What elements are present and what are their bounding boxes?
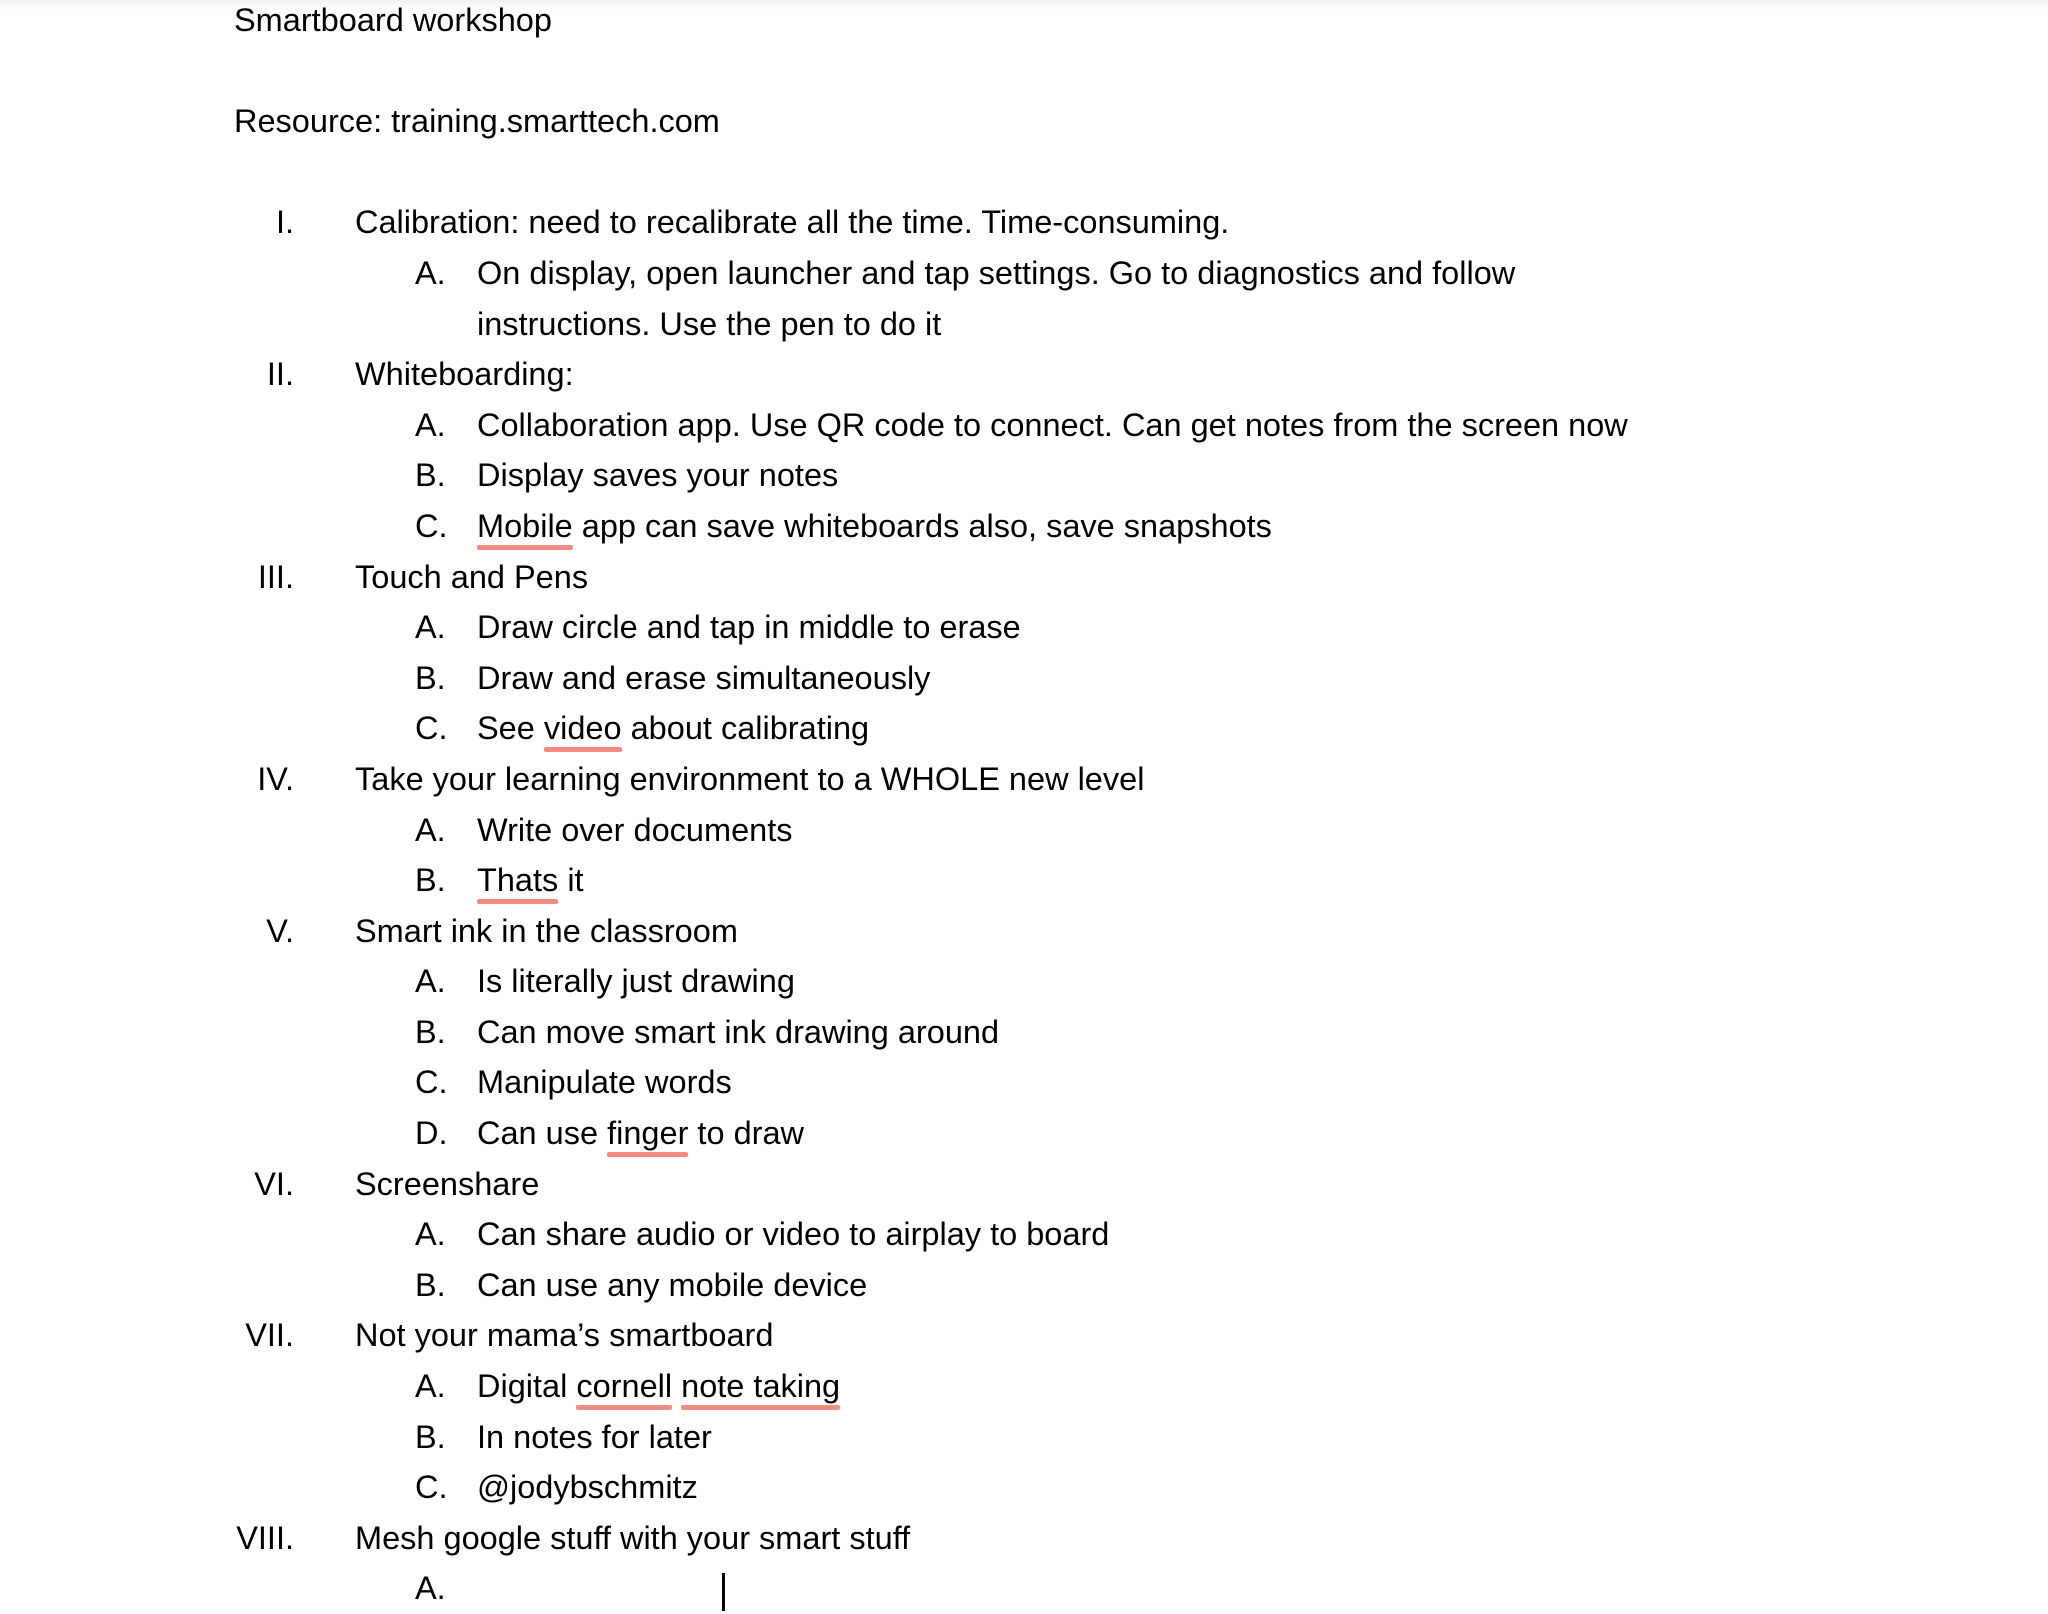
outline-subitem-text — [477, 501, 1272, 552]
resource-line: Resource: training.smarttech.com — [234, 103, 720, 140]
roman-numeral: V. — [266, 912, 294, 949]
text-segment — [672, 1368, 681, 1404]
outline-subitem — [0, 1057, 2048, 1108]
misspelled-word[interactable]: cornell — [576, 1361, 672, 1412]
outline-item — [0, 1310, 2048, 1361]
text-segment: about calibrating — [621, 710, 870, 747]
text-segment: Can use — [477, 1115, 608, 1152]
sub-letter: A. — [415, 1216, 446, 1253]
roman-numeral: II. — [266, 356, 294, 393]
roman-numeral: VI. — [254, 1165, 294, 1202]
sub-letter: C. — [415, 1469, 448, 1506]
outline-list — [0, 197, 2048, 1614]
outline-subitem-text: Write over documents — [477, 811, 793, 848]
roman-numeral: I. — [275, 204, 294, 241]
outline-subitem — [0, 1361, 2048, 1412]
outline-subitem — [0, 805, 2048, 856]
outline-item-text: Mesh google stuff with your smart stuff — [355, 1519, 911, 1556]
outline-subitem-text: Collaboration app. Use QR code to connect. Can get notes from the screen now — [477, 406, 1628, 443]
roman-numeral: III. — [257, 558, 294, 595]
misspelled-word[interactable]: Mobile — [477, 501, 573, 552]
sub-letter: C. — [415, 710, 448, 747]
sub-letter: A. — [415, 1368, 446, 1405]
outline-item — [0, 552, 2048, 603]
outline-subitem-text: Can move smart ink drawing around — [477, 1013, 1000, 1050]
outline-item — [0, 1513, 2048, 1564]
sub-letter: A. — [415, 254, 446, 291]
outline-subitem — [0, 703, 2048, 754]
blank-line — [0, 147, 2048, 198]
outline-item — [0, 906, 2048, 957]
outline-subitem — [0, 1412, 2048, 1463]
sub-letter: B. — [415, 1418, 446, 1455]
roman-numeral: VII. — [245, 1317, 294, 1354]
outline-subitem-text: Can use any mobile device — [477, 1266, 868, 1303]
outline-item-text: Calibration: need to recalibrate all the time. Time-consuming. — [355, 204, 1230, 241]
sub-letter: B. — [415, 457, 446, 494]
outline-subitem-text — [477, 1108, 804, 1159]
text-segment: app can save whiteboards also, save snapshots — [572, 507, 1272, 544]
outline-item-text: Whiteboarding: — [355, 356, 574, 393]
sub-letter: C. — [415, 507, 448, 544]
outline-subitem — [0, 1563, 2048, 1614]
misspelled-word[interactable]: Thats — [477, 855, 558, 906]
outline-subitem — [0, 400, 2048, 451]
outline-subitem-text: Manipulate words — [477, 1064, 732, 1101]
roman-numeral: VIII. — [236, 1519, 294, 1556]
sub-letter: B. — [415, 1013, 446, 1050]
misspelled-word[interactable]: note taking — [681, 1361, 840, 1412]
outline-subitem — [0, 602, 2048, 653]
misspelled-word[interactable]: video — [544, 703, 622, 754]
outline-subitem-text: @jodybschmitz — [477, 1469, 698, 1506]
outline-subitem — [0, 1462, 2048, 1513]
outline-subitem — [0, 299, 2048, 350]
sub-letter: A. — [415, 609, 446, 646]
outline-subitem — [0, 1260, 2048, 1311]
outline-subitem — [0, 248, 2048, 299]
outline-subitem-text: instructions. Use the pen to do it — [477, 305, 942, 342]
outline-subitem — [0, 1108, 2048, 1159]
sub-letter: B. — [415, 1266, 446, 1303]
outline-item — [0, 197, 2048, 248]
outline-item-text: Smart ink in the classroom — [355, 912, 738, 949]
outline-subitem-text — [477, 703, 869, 754]
text-cursor — [722, 1573, 725, 1611]
outline-subitem-text: Is literally just drawing — [477, 963, 795, 1000]
outline-subitem-text: In notes for later — [477, 1418, 712, 1455]
outline-subitem — [0, 501, 2048, 552]
outline-subitem-text — [477, 855, 584, 906]
outline-subitem — [0, 450, 2048, 501]
outline-item-text: Take your learning environment to a WHOLE new level — [355, 760, 1145, 797]
text-segment: it — [558, 862, 584, 899]
outline-item — [0, 754, 2048, 805]
outline-subitem-text: On display, open launcher and tap settings. Go to diagnostics and follow — [477, 254, 1516, 291]
text-segment: See — [477, 710, 544, 747]
sub-letter: A. — [415, 811, 446, 848]
outline-subitem — [0, 653, 2048, 704]
sub-letter: D. — [415, 1115, 448, 1152]
outline-subitem — [0, 1209, 2048, 1260]
roman-numeral: IV. — [257, 760, 294, 797]
outline-item — [0, 1159, 2048, 1210]
document-title: Smartboard workshop — [234, 2, 552, 38]
sub-letter: A. — [415, 406, 446, 443]
outline-item-text: Touch and Pens — [355, 558, 589, 595]
text-segment: Digital — [477, 1368, 577, 1405]
text-segment: to draw — [688, 1115, 805, 1152]
outline-subitem — [0, 855, 2048, 906]
outline-subitem-text: Draw and erase simultaneously — [477, 659, 931, 696]
outline-subitem-text: Can share audio or video to airplay to board — [477, 1216, 1110, 1253]
outline-item — [0, 349, 2048, 400]
blank-line — [0, 46, 2048, 97]
outline-subitem — [0, 1007, 2048, 1058]
sub-letter: B. — [415, 862, 446, 899]
outline-item-text: Not your mama’s smartboard — [355, 1317, 774, 1354]
outline-subitem — [0, 956, 2048, 1007]
outline-subitem-text: Display saves your notes — [477, 457, 839, 494]
misspelled-word[interactable]: finger — [607, 1108, 688, 1159]
sub-letter: A. — [415, 963, 446, 1000]
sub-letter: B. — [415, 659, 446, 696]
sub-letter: C. — [415, 1064, 448, 1101]
outline-subitem-text: Draw circle and tap in middle to erase — [477, 609, 1021, 646]
outline-item-text: Screenshare — [355, 1165, 540, 1202]
sub-letter: A. — [415, 1570, 446, 1607]
outline-subitem-text — [477, 1361, 840, 1412]
